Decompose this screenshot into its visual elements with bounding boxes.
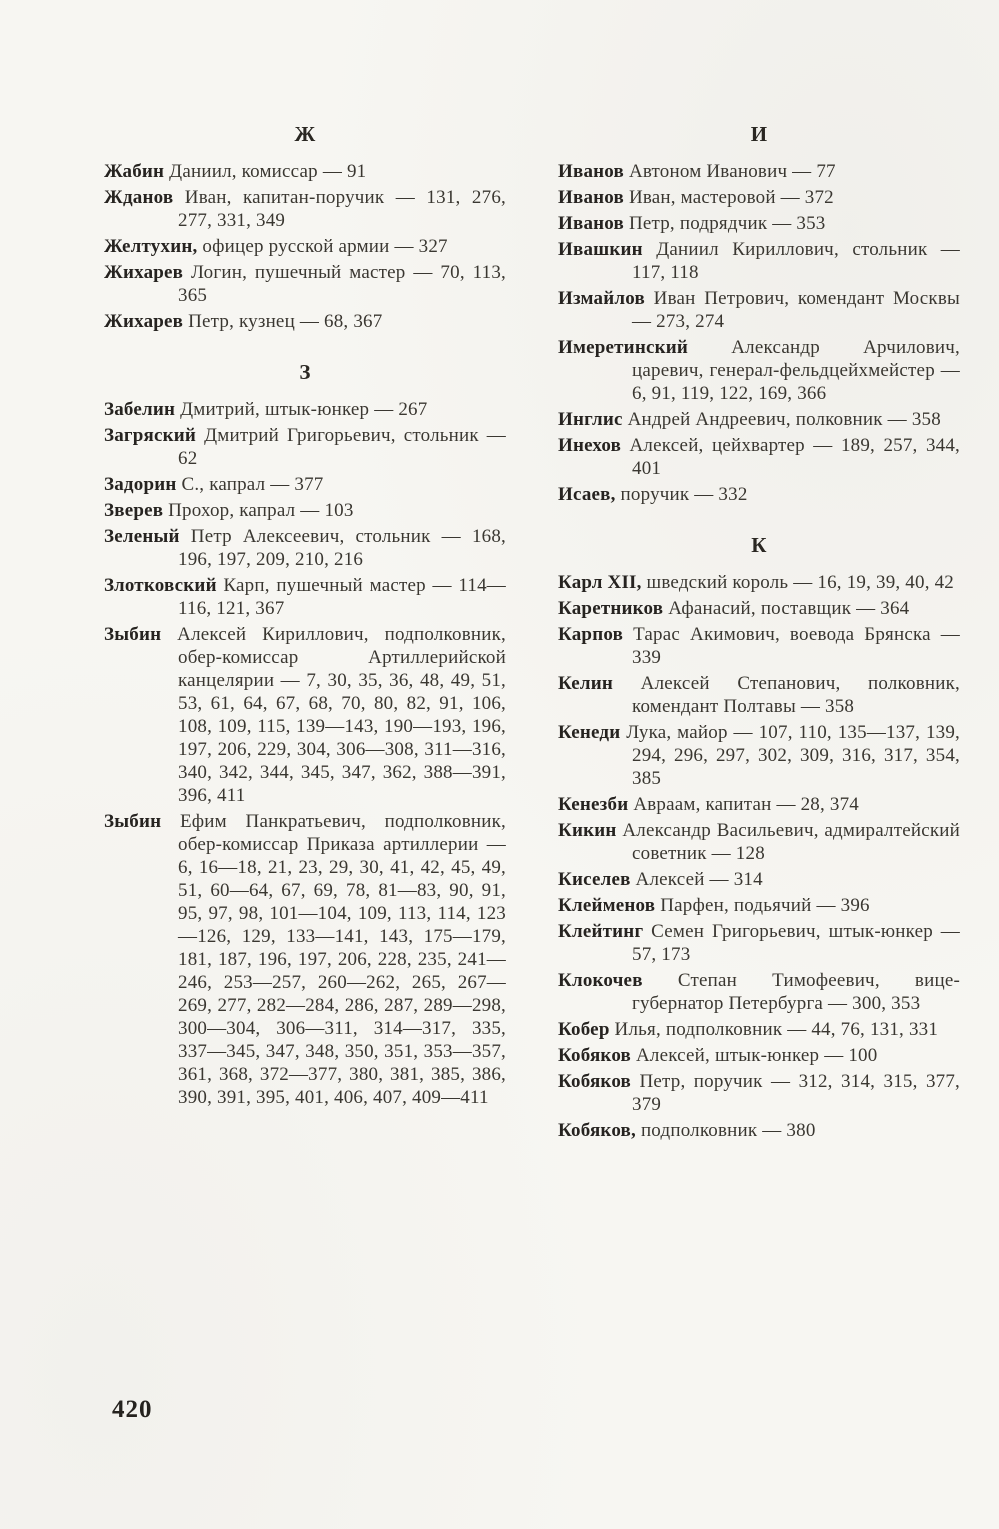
- entry-surname: Зыбин: [104, 811, 162, 832]
- index-entry: [558, 186, 960, 209]
- entry-surname: Имеретинский: [558, 337, 689, 358]
- index-entry: [104, 574, 506, 620]
- index-entry: [558, 1044, 960, 1067]
- entry-details: Петр, подрядчик — 353: [628, 213, 826, 234]
- entry-surname: Кобяков: [558, 1045, 632, 1066]
- index-entry: [104, 310, 506, 333]
- index-entry: [558, 819, 960, 865]
- index-entry: [558, 238, 960, 284]
- index-column-right: [558, 122, 960, 1145]
- entry-details: Тарас Акимович, воевода Брянска — 339: [632, 624, 960, 668]
- entry-surname: Каретников: [558, 598, 664, 619]
- entry-details: Иван Петрович, комендант Москвы — 273, 274: [632, 288, 960, 332]
- index-entry: [558, 623, 960, 669]
- entry-surname: Клейменов: [558, 895, 656, 916]
- entry-details: Дмитрий, штык-юнкер — 267: [180, 399, 428, 420]
- entry-surname: Кобяков: [558, 1071, 632, 1092]
- index-entry: [104, 473, 506, 496]
- entry-details: Лука, майор — 107, 110, 135—137, 139, 294, 296, 297, 302, 309, 316, 317, 354, 385: [626, 722, 960, 789]
- entry-details: Дмитрий Григорьевич, стольник — 62: [178, 425, 506, 469]
- index-entry: [104, 235, 506, 258]
- index-entry: [558, 894, 960, 917]
- entry-details: Иван, капитан-поручик — 131, 276, 277, 331, 349: [178, 187, 506, 231]
- entry-surname: Зеленый: [104, 526, 180, 547]
- entry-surname: Зыбин: [104, 624, 162, 645]
- entry-details: Алексей — 314: [635, 869, 763, 890]
- entry-surname: Карл XII,: [558, 572, 642, 593]
- entry-surname: Иванов: [558, 187, 624, 208]
- entry-details: С., капрал — 377: [181, 474, 324, 495]
- entry-surname: Желтухин,: [104, 236, 198, 257]
- entry-details: Семен Григорьевич, штык-юнкер — 57, 173: [632, 921, 961, 965]
- entry-details: Автоном Иванович — 77: [628, 161, 836, 182]
- entry-details: Алексей, цейхвартер — 189, 257, 344, 401: [629, 435, 960, 479]
- entry-details: Иван, мастеровой — 372: [628, 187, 834, 208]
- index-entry: [558, 483, 960, 506]
- index-entry: [558, 1070, 960, 1116]
- entry-surname: Жихарев: [104, 262, 184, 283]
- entry-details: Петр, кузнец — 68, 367: [188, 311, 383, 332]
- index-entry: [104, 160, 506, 183]
- index-entry: [558, 434, 960, 480]
- index-entry: [104, 424, 506, 470]
- entry-surname: Инехов: [558, 435, 622, 456]
- entry-details: Карп, пушечный мастер — 114—116, 121, 367: [178, 575, 506, 619]
- entry-details: подполковник — 380: [640, 1120, 816, 1141]
- section-letter-heading: З: [299, 360, 311, 384]
- entry-details: Ефим Панкратьевич, подполковник, обер-комиссар Приказа артиллерии — 6, 16—18, 21, 23, 29, 30, 41, 42, 45, 49, 51, 60—64, 67, 69, 78, 81—83, 90, 91, 95, 97, 98, 101—104, 109, 113, 114, 123—126, 129, 133—141, 143, 175—179, 181, 187, 196, 197, 206, 228, 235, 241—246, 253—257, 260—262, 265, 267—269, 277, 282—284, 286, 287, 289—298, 300—304, 306—311, 314—317, 335, 337—345, 347, 348, 350, 351, 353—357, 361, 368, 372—377, 380, 381, 385, 386, 390, 391, 395, 401, 406, 407, 409—411: [178, 811, 507, 1108]
- section-letter-heading: К: [751, 533, 767, 557]
- entry-details: Илья, подполковник — 44, 76, 131, 331: [614, 1019, 939, 1040]
- entry-surname: Клейтинг: [558, 921, 644, 942]
- entry-surname: Кикин: [558, 820, 617, 841]
- entry-surname: Забелин: [104, 399, 176, 420]
- index-entry: [104, 810, 506, 1109]
- entry-details: поручик — 332: [620, 484, 748, 505]
- entry-details: Даниил, комиссар — 91: [169, 161, 367, 182]
- entry-surname: Иванов: [558, 213, 624, 234]
- index-entry: [558, 1018, 960, 1041]
- index-entry: [558, 408, 960, 431]
- index-entry: [104, 623, 506, 807]
- index-entry: [558, 969, 960, 1015]
- index-entry: [104, 525, 506, 571]
- entry-surname: Задорин: [104, 474, 177, 495]
- page-number: 420: [112, 1396, 153, 1423]
- index-entry: [558, 212, 960, 235]
- index-entry: [558, 160, 960, 183]
- entry-surname: Жабин: [104, 161, 165, 182]
- entry-details: Прохор, капрал — 103: [168, 500, 354, 521]
- entry-details: Парфен, подьячий — 396: [660, 895, 870, 916]
- section-letter-heading: И: [750, 122, 768, 146]
- index-column-left: [104, 122, 506, 1112]
- entry-surname: Карпов: [558, 624, 624, 645]
- index-entry: [558, 336, 960, 405]
- index-entry: [558, 920, 960, 966]
- entry-details: Даниил Кириллович, стольник — 117, 118: [632, 239, 961, 283]
- index-entry: [558, 672, 960, 718]
- entry-details: Логин, пушечный мастер — 70, 113, 365: [178, 262, 506, 306]
- entry-surname: Келин: [558, 673, 614, 694]
- entry-details: Алексей Кириллович, подполковник, обер-комиссар Артиллерийской канцелярии — 7, 30, 35, 36, 48, 49, 51, 53, 61, 64, 67, 68, 70, 80, 82, 91, 106, 108, 109, 115, 139—143, 190—193, 196, 197, 206, 229, 304, 306—308, 311—316, 340, 342, 344, 345, 347, 362, 388—391, 396, 411: [177, 624, 506, 806]
- entry-details: Афанасий, поставщик — 364: [668, 598, 910, 619]
- index-entry: [558, 793, 960, 816]
- entry-surname: Исаев,: [558, 484, 616, 505]
- entry-details: Петр, поручик — 312, 314, 315, 377, 379: [632, 1071, 961, 1115]
- entry-surname: Жихарев: [104, 311, 184, 332]
- entry-details: Александр Васильевич, адмиралтейский советник — 128: [622, 820, 960, 864]
- index-entry: [104, 398, 506, 421]
- section-letter-heading: Ж: [294, 122, 316, 146]
- index-entry: [104, 261, 506, 307]
- entry-surname: Измайлов: [558, 288, 645, 309]
- index-entry: [558, 571, 960, 594]
- entry-surname: Жданов: [104, 187, 174, 208]
- entry-details: офицер русской армии — 327: [202, 236, 448, 257]
- index-entry: [558, 721, 960, 790]
- entry-details: шведский король — 16, 19, 39, 40, 42: [646, 572, 954, 593]
- entry-details: Петр Алексеевич, стольник — 168, 196, 197, 209, 210, 216: [178, 526, 506, 570]
- entry-surname: Загряский: [104, 425, 197, 446]
- entry-details: Андрей Андреевич, полковник — 358: [627, 409, 941, 430]
- entry-surname: Кенеди: [558, 722, 621, 743]
- index-entry: [558, 287, 960, 333]
- entry-surname: Клокочев: [558, 970, 643, 991]
- entry-surname: Киселев: [558, 869, 631, 890]
- index-entry: [558, 868, 960, 891]
- entry-surname: Ивашкин: [558, 239, 643, 260]
- entry-surname: Злотковский: [104, 575, 217, 596]
- index-entry: [558, 597, 960, 620]
- entry-surname: Кобер: [558, 1019, 610, 1040]
- entry-surname: Зверев: [104, 500, 164, 521]
- entry-details: Александр Арчилович, царевич, генерал-фельдцейхмейстер — 6, 91, 119, 122, 169, 366: [632, 337, 960, 404]
- entry-surname: Инглис: [558, 409, 623, 430]
- entry-details: Авраам, капитан — 28, 374: [633, 794, 859, 815]
- entry-surname: Иванов: [558, 161, 624, 182]
- entry-surname: Кобяков,: [558, 1120, 636, 1141]
- entry-details: Алексей, штык-юнкер — 100: [635, 1045, 878, 1066]
- entry-details: Степан Тимофеевич, вице-губернатор Петербурга — 300, 353: [632, 970, 960, 1014]
- entry-surname: Кенезби: [558, 794, 629, 815]
- index-entry: [558, 1119, 960, 1142]
- index-entry: [104, 499, 506, 522]
- entry-details: Алексей Степанович, полковник, комендант Полтавы — 358: [632, 673, 960, 717]
- index-entry: [104, 186, 506, 232]
